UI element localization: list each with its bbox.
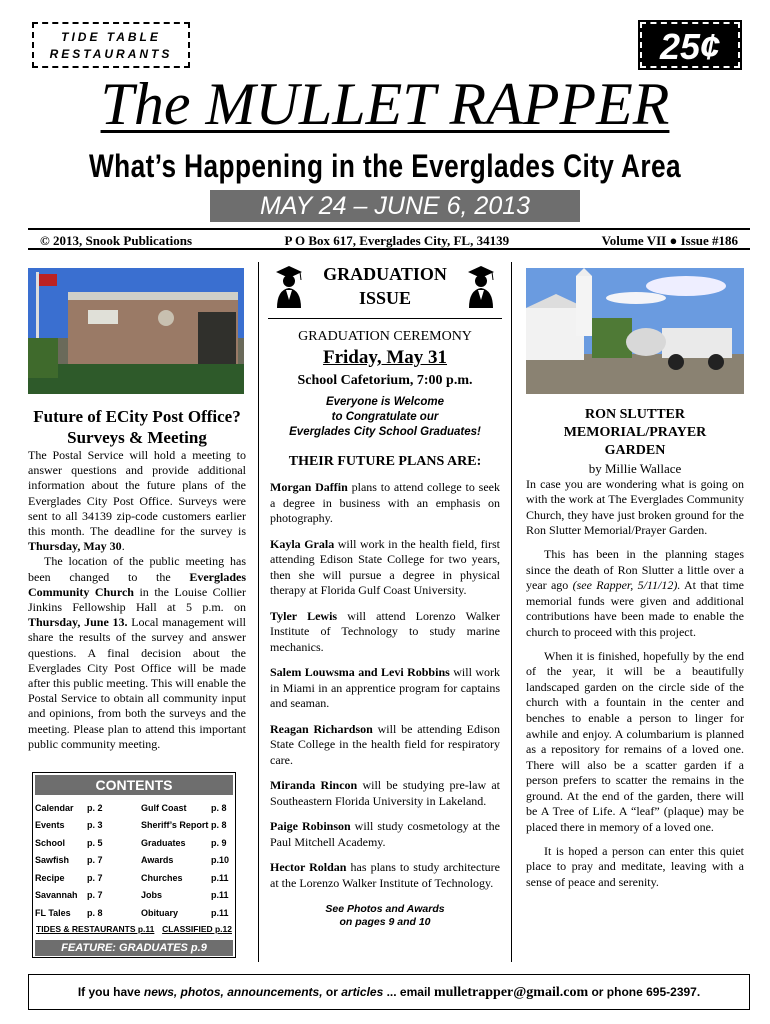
contents-page[interactable]: p.10	[211, 855, 230, 866]
graduate-name: Tyler Lewis	[270, 608, 338, 623]
issue-date-range: MAY 24 – JUNE 6, 2013	[210, 190, 580, 222]
graduate-plan: will attend Lorenzo Walker Institute of Technology to study marine mechanics.	[270, 608, 500, 654]
graduate-entry	[270, 537, 500, 599]
post-office-p1: The Postal Service will hold a meeting to answer questions and provide additional information about the future plans of the Everglades City Post Office. Surveys were sent to all 34139 zip-code customers earlier this month. The deadline for the survey is Thursday, May 30.	[28, 448, 246, 554]
contents-row	[35, 817, 231, 835]
contents-page[interactable]: p.11	[211, 872, 229, 883]
contents-table	[35, 799, 231, 922]
contents-page[interactable]: p. 5	[87, 837, 103, 848]
restaurants-label: RESTAURANTS	[49, 47, 173, 61]
post-office-headline: Future of ECity Post Office? Surveys & Meeting	[33, 407, 241, 447]
contents-row	[35, 887, 231, 905]
graduate-icon	[274, 264, 304, 308]
graduation-issue-heading: GRADUATION ISSUE	[323, 264, 447, 308]
garden-p4: It is hoped a person can enter this quiet place to pray and meditate, leaving with a sense of peace and serenity.	[526, 843, 744, 889]
graduate-entry	[270, 860, 500, 891]
contents-section[interactable]: Graduates	[141, 837, 186, 848]
contents-box	[32, 772, 236, 958]
volume-issue: Volume VII ● Issue #186	[601, 233, 738, 248]
contents-row	[35, 799, 231, 817]
garden-p2: This has been in the planning stages since the death of Ron Slutter a little over a year ago (see Rapper, 5/11/12). At that time memorial funds were given and additional contributions have been made to enable the church to proceed with this project.	[526, 546, 744, 639]
post-office-photo	[28, 268, 244, 394]
contents-page[interactable]: p. 7	[87, 890, 103, 901]
memorial-garden-headline: RON SLUTTER MEMORIAL/PRAYER GARDEN	[563, 407, 707, 458]
graduate-plan: will be attending Edison State College in the health field for respiratory care.	[270, 721, 500, 767]
contents-section[interactable]: Churches	[141, 872, 183, 883]
ceremony-label: GRADUATION CEREMONY	[298, 329, 472, 344]
contents-page[interactable]: p. 7	[87, 872, 103, 883]
graduate-name: Morgan Daffin	[270, 480, 348, 494]
graduate-entry	[270, 480, 500, 527]
masthead-title: The MULLET RAPPER	[100, 71, 670, 137]
contents-section[interactable]: Recipe	[35, 872, 65, 883]
garden-p1: In case you are wondering what is going on with the work at The Everglades Community Church, they have just broken ground for the Ron Slutter Memorial/Prayer Garden.	[526, 476, 744, 538]
graduate-icon	[466, 264, 496, 308]
contents-page[interactable]: p. 2	[87, 802, 103, 813]
contents-title: CONTENTS	[35, 775, 233, 795]
contents-page[interactable]: p.11	[211, 907, 229, 918]
contents-tides-link[interactable]: TIDES & RESTAURANTS p.11	[36, 923, 155, 934]
feature-banner[interactable]: FEATURE: GRADUATES p.9	[35, 940, 233, 956]
see-photos-note: See Photos and Awards on pages 9 and 10	[325, 903, 445, 928]
contents-section[interactable]: Sheriff’s Report	[141, 820, 209, 831]
garden-p3: When it is finished, hopefully by the end of the year, it will be a beautifully landscaped garden on the circle side of the church with a fountain in the center and benches to enable a person to linger for awhile and enjoy. A columbarium is planned as a repository for remains of a loved one. There will also be a scatter garden if a person prefers to scatter the remains in the ground. At the end of the garden, there will be A Tree of Life. A “leaf” (plaque) may be placed there in memory of a loved one.	[526, 648, 744, 835]
graduate-entry	[270, 665, 500, 712]
graduate-entry	[270, 778, 500, 809]
copyright: © 2013, Snook Publications	[40, 233, 193, 248]
graduate-plan: will study cosmetology at the Paul Mitchell Academy.	[270, 819, 500, 849]
memorial-garden-article	[526, 406, 744, 890]
graduate-entries	[270, 480, 500, 891]
contents-section[interactable]: Calendar	[35, 802, 74, 813]
contents-section[interactable]: Sawfish	[35, 855, 70, 866]
contents-page[interactable]: p. 8	[211, 820, 227, 831]
graduate-name: Paige Robinson	[270, 819, 351, 833]
graduate-plan: will be studying pre-law at Southeastern Florida University in Lakeland.	[270, 778, 500, 808]
contents-page[interactable]: p. 8	[87, 907, 103, 918]
contents-section[interactable]: Obituary	[141, 907, 179, 918]
contents-section[interactable]: Jobs	[141, 890, 163, 901]
publication-info-bar	[28, 228, 750, 250]
contents-section[interactable]: FL Tales	[35, 907, 71, 918]
contents-page[interactable]: p. 9	[211, 837, 227, 848]
graduate-entry	[270, 819, 500, 850]
ceremony-date: Friday, May 31	[322, 347, 448, 368]
contents-page[interactable]: p. 7	[87, 855, 103, 866]
mailing-address: P O Box 617, Everglades City, FL, 34139	[284, 233, 510, 248]
contents-section[interactable]: Gulf Coast	[141, 802, 187, 813]
price-badge: 25¢	[640, 22, 740, 68]
graduate-name: Salem Louwsma and Levi Robbins	[270, 665, 450, 679]
graduate-entry	[270, 722, 500, 769]
contents-page[interactable]: p. 3	[87, 820, 103, 831]
email-link[interactable]: mulletrapper@gmail.com	[433, 985, 589, 1000]
graduate-name: Miranda Rincon	[270, 778, 358, 792]
contents-page[interactable]: p. 8	[211, 802, 227, 813]
graduate-name: Kayla Grala	[270, 536, 335, 551]
graduation-column	[270, 262, 500, 929]
graduate-entry	[270, 609, 500, 656]
church-construction-photo	[526, 268, 744, 394]
contents-footer	[33, 922, 235, 936]
column-rule-left	[258, 262, 259, 962]
tide-table-label: TIDE TABLE	[61, 30, 161, 44]
post-office-p2: The location of the public meeting has been changed to the Everglades Community Church in the Louise Collier Jinkins Fellowship Hall at 5 p.m. on Thursday, June 13. Local management will share the results of the survey and answer questions. A final decision about the Everglades City Post Office will be made after this public meeting. This will enable the Postal Service to obtain all community input and opinions, from both the surveys and the meeting. Please plan to attend this important public community meeting.	[28, 554, 246, 751]
contents-classified-link[interactable]: CLASSIFIED p.12	[162, 923, 232, 934]
graduate-name: Reagan Richardson	[270, 721, 373, 736]
graduate-plan: will work in Miami in an apprentice program for captains and seaman.	[270, 665, 500, 710]
contents-section[interactable]: Savannah	[35, 890, 78, 901]
graduate-plan: will work in the health field, first attending Edison State College for two years, then she will pursue a degree in physical therapy at Florida Gulf Coast University.	[270, 536, 500, 597]
contents-section[interactable]: Awards	[141, 855, 174, 866]
contents-row	[35, 834, 231, 852]
contents-row	[35, 904, 231, 922]
column-rule-right	[511, 262, 512, 962]
future-plans-heading: THEIR FUTURE PLANS ARE:	[288, 454, 482, 469]
post-office-article	[28, 448, 246, 752]
graduate-name: Hector Roldan	[270, 860, 347, 874]
contents-page[interactable]: p.11	[211, 890, 229, 901]
graduate-plan: plans to attend college to seek a degree in business with an emphasis on photography.	[270, 480, 500, 525]
welcome-message: Everyone is Welcome to Congratulate our Everglades City School Graduates!	[289, 396, 481, 438]
byline: by Millie Wallace	[588, 461, 682, 476]
contents-row	[35, 869, 231, 887]
masthead-subtitle: What’s Happening in the Everglades City Area	[88, 148, 682, 184]
contents-section[interactable]: Events	[35, 820, 65, 831]
tide-table-restaurants-box[interactable]	[32, 22, 190, 68]
graduate-plan: has plans to study architecture at the Lorenzo Walker Institute of Technology.	[270, 860, 500, 890]
footer-contact-bar: If you have news, photos, announcements, or articles ... email mulletrapper@gmail.com or phone 695-2397.	[28, 974, 750, 1010]
contents-row	[35, 852, 231, 870]
contents-section[interactable]: School	[35, 837, 66, 848]
ceremony-location: School Cafetorium, 7:00 p.m.	[297, 373, 473, 388]
